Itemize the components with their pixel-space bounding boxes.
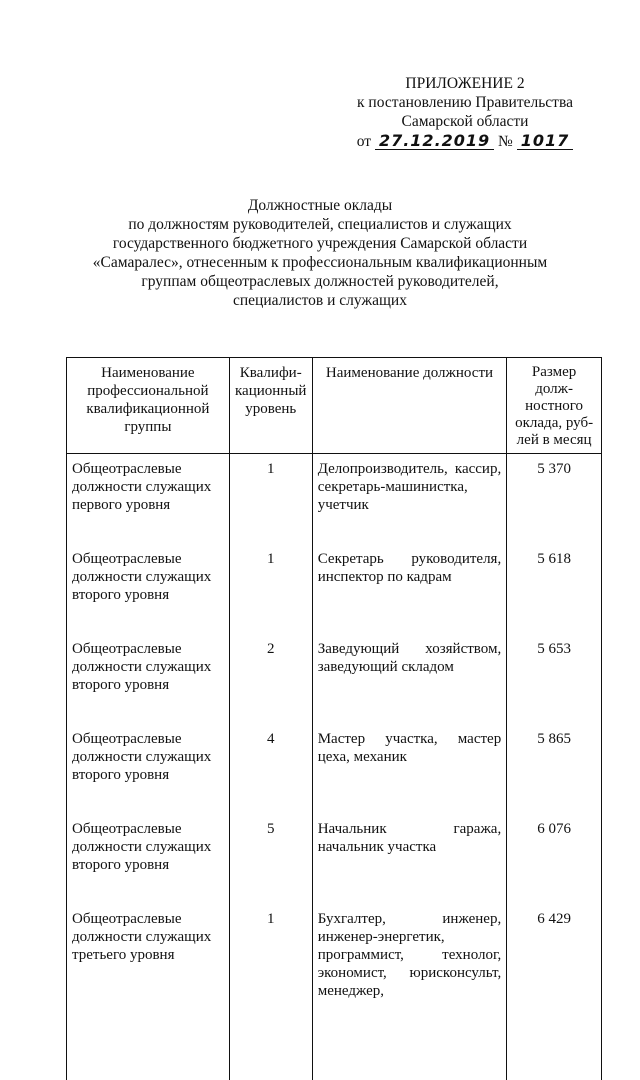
cell-group: Общеотраслевые должности служащих второго уровня bbox=[67, 812, 230, 902]
cell-position: Начальник гаража, начальник участка bbox=[312, 812, 507, 902]
cell-salary: 5 618 bbox=[507, 542, 602, 632]
cell-level: 2 bbox=[229, 632, 312, 722]
cell-position: Секретарь руководителя, инспектор по кадрам bbox=[312, 542, 507, 632]
appendix-title: ПРИЛОЖЕНИЕ 2 bbox=[405, 75, 525, 92]
header-group: Наименование профессиональной квалификационной группы bbox=[67, 358, 230, 454]
header-position: Наименование должности bbox=[312, 358, 507, 454]
cell-position: Делопроизводитель, кассир, секретарь-машинистка, учетчик bbox=[312, 454, 507, 543]
table-row bbox=[67, 812, 602, 902]
cell-salary: 6 429 bbox=[507, 902, 602, 1080]
table-row bbox=[67, 454, 602, 543]
cell-group: Общеотраслевые должности служащих первого уровня bbox=[67, 454, 230, 543]
appendix-line-1: к постановлению Правительства bbox=[357, 94, 573, 111]
table-header-row bbox=[67, 358, 602, 454]
title-line: Должностные оклады bbox=[247, 197, 393, 214]
cell-group: Общеотраслевые должности служащих третьего уровня bbox=[67, 902, 230, 1080]
appendix-block bbox=[330, 74, 600, 151]
handwritten-date: 27.12.2019 bbox=[375, 132, 494, 150]
cell-group: Общеотраслевые должности служащих второго уровня bbox=[67, 632, 230, 722]
cell-salary: 6 076 bbox=[507, 812, 602, 902]
title-line: специалистов и служащих bbox=[233, 292, 407, 309]
cell-level: 1 bbox=[229, 542, 312, 632]
date-prefix: от bbox=[356, 133, 372, 150]
cell-position: Мастер участка, мастер цеха, механик bbox=[312, 722, 507, 812]
title-line: «Самаралес», отнесенным к профессиональным квалификационным bbox=[92, 254, 548, 271]
cell-position: Заведующий хозяйством, заведующий складом bbox=[312, 632, 507, 722]
cell-level: 1 bbox=[229, 454, 312, 543]
document-title bbox=[60, 196, 580, 310]
handwritten-number: 1017 bbox=[517, 132, 574, 150]
table-row bbox=[67, 902, 602, 1080]
cell-level: 4 bbox=[229, 722, 312, 812]
cell-position: Бухгалтер, инженер, инженер-энергетик, программист, технолог, экономист, юрисконсульт, менеджер, bbox=[312, 902, 507, 1080]
header-level: Квалифи-кационный уровень bbox=[229, 358, 312, 454]
table-row bbox=[67, 722, 602, 812]
appendix-line-2: Самарской области bbox=[401, 113, 529, 130]
header-salary: Размер долж-ностного оклада, руб-лей в месяц bbox=[507, 358, 602, 454]
cell-salary: 5 653 bbox=[507, 632, 602, 722]
number-prefix: № bbox=[498, 133, 513, 150]
salary-table bbox=[66, 357, 602, 1080]
cell-salary: 5 865 bbox=[507, 722, 602, 812]
cell-salary: 5 370 bbox=[507, 454, 602, 543]
title-line: государственного бюджетного учреждения Самарской области bbox=[112, 235, 528, 252]
cell-level: 1 bbox=[229, 902, 312, 1080]
cell-group: Общеотраслевые должности служащих второго уровня bbox=[67, 542, 230, 632]
cell-level: 5 bbox=[229, 812, 312, 902]
date-number-line bbox=[330, 132, 600, 151]
table-row bbox=[67, 632, 602, 722]
table-row bbox=[67, 542, 602, 632]
title-line: по должностям руководителей, специалистов и служащих bbox=[128, 216, 512, 233]
title-line: группам общеотраслевых должностей руководителей, bbox=[141, 273, 499, 290]
cell-group: Общеотраслевые должности служащих второго уровня bbox=[67, 722, 230, 812]
